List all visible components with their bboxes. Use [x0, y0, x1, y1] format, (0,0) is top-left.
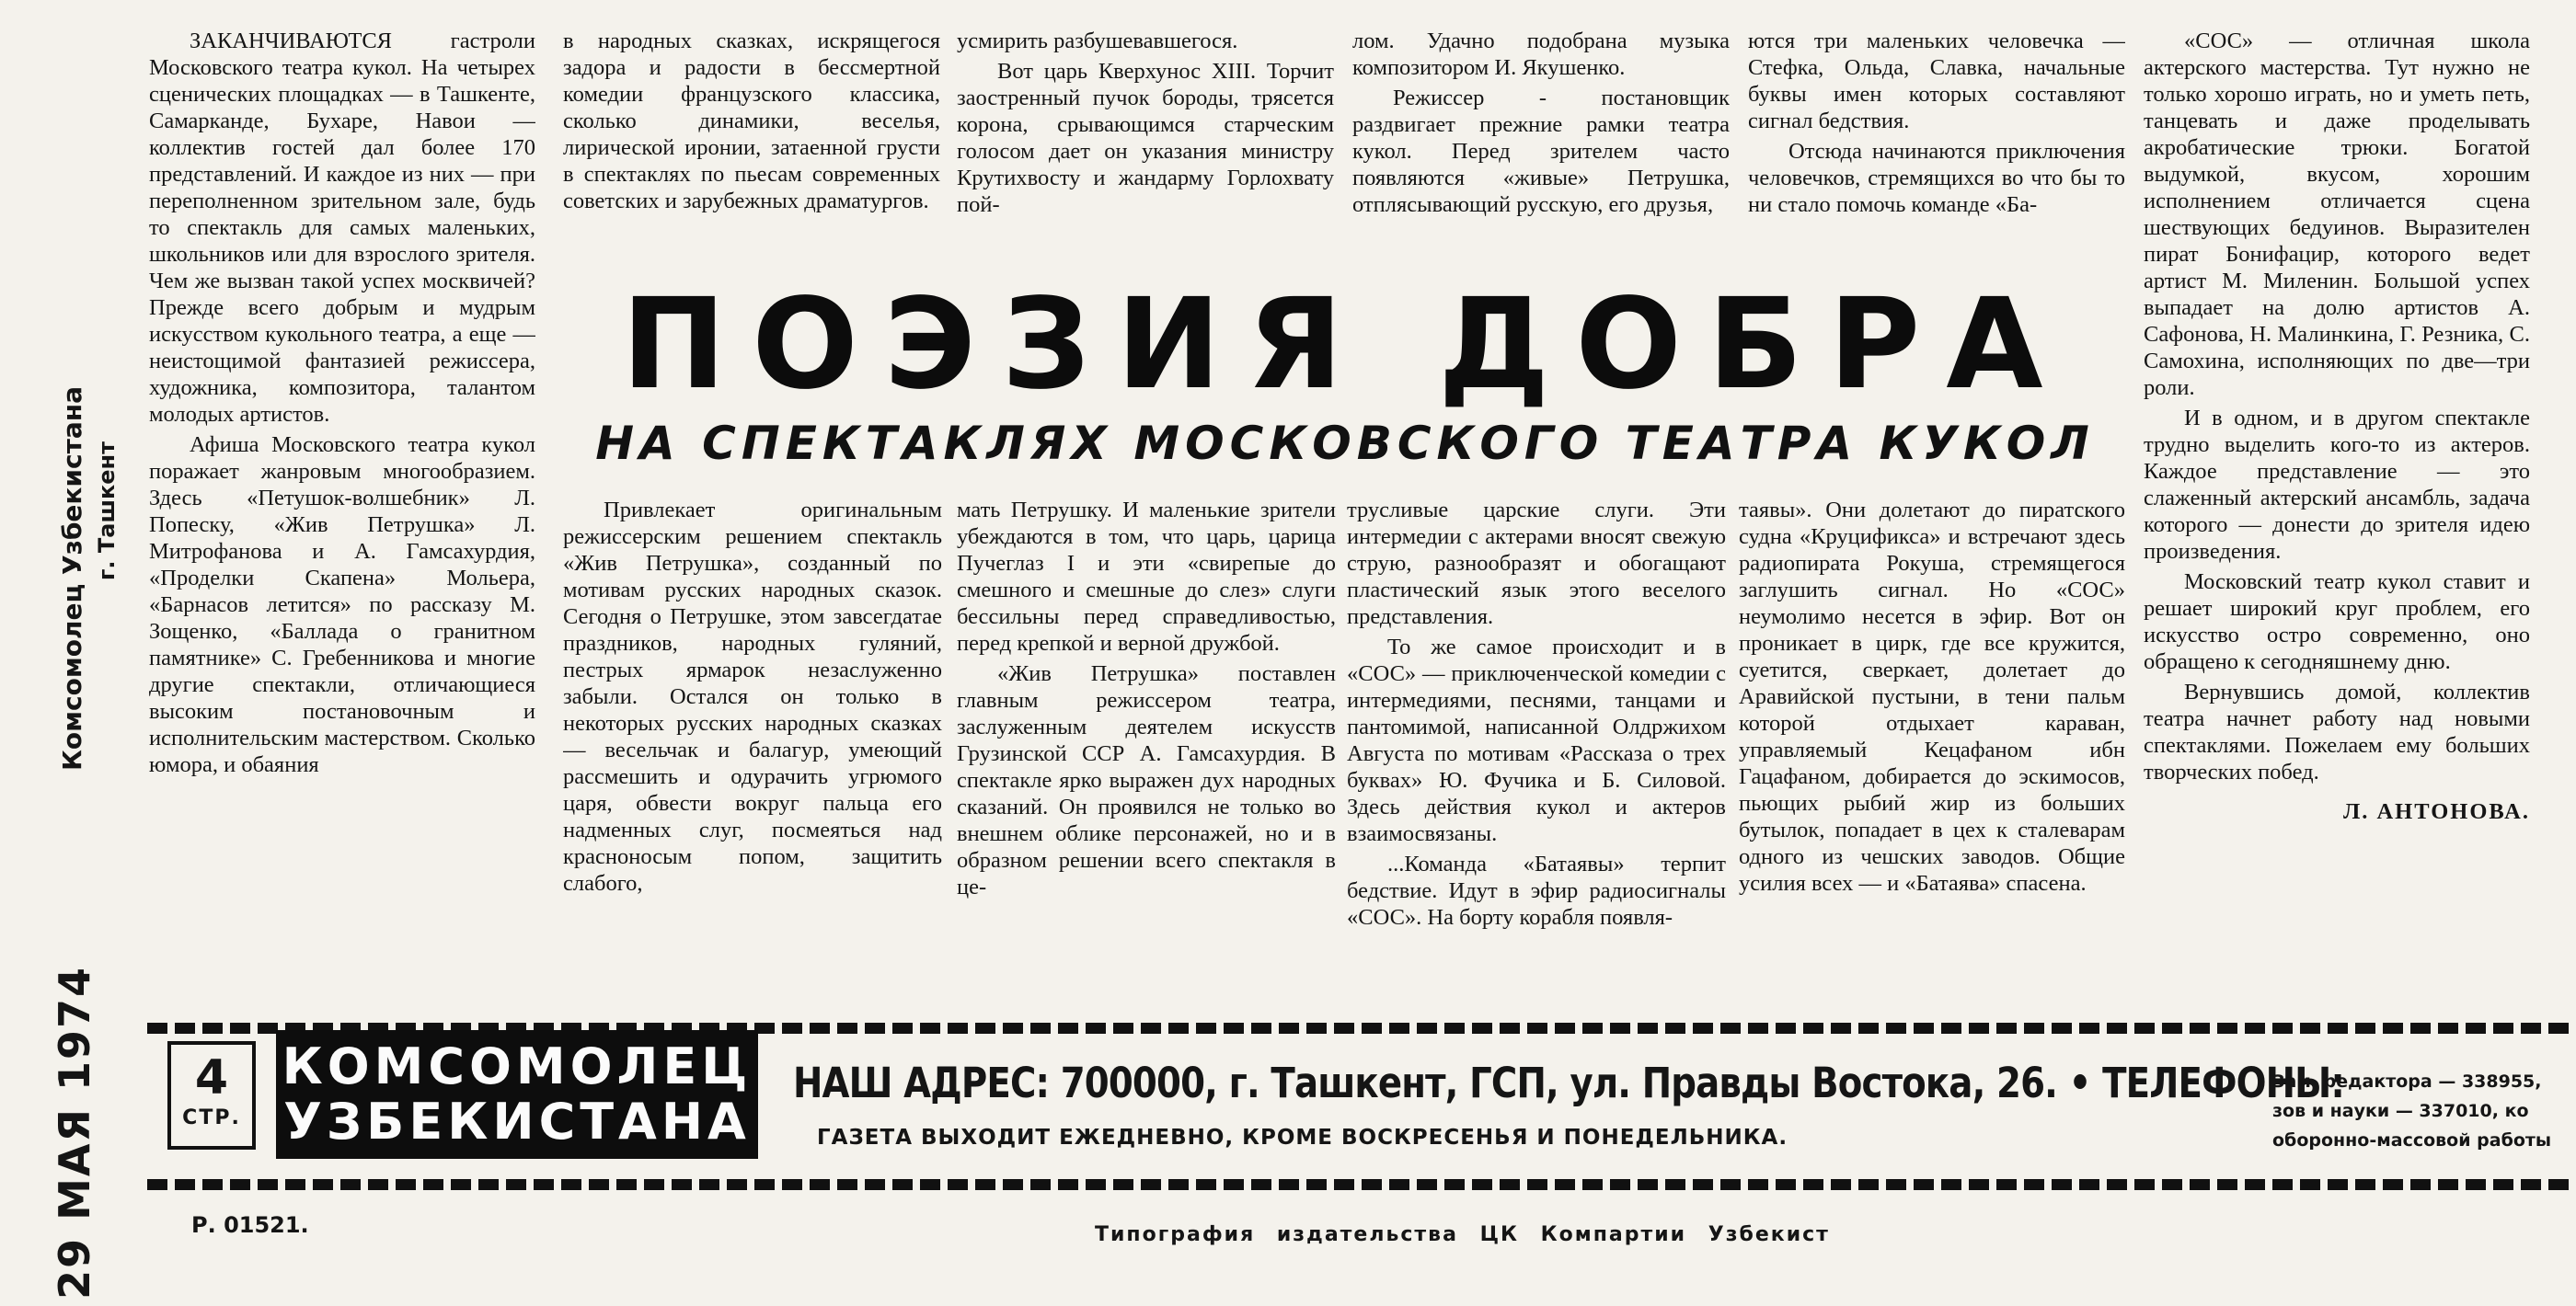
source-city: г. Ташкент [94, 441, 120, 581]
phone-line: оборонно-массовой работы [2272, 1130, 2552, 1151]
article-column-1 [149, 28, 535, 999]
paragraph: Вернувшись домой, коллектив театра начнет работу над новыми спектаклями. Пожелаем ему больших творческих побед. [2144, 680, 2530, 785]
article-column-5 [1748, 28, 2125, 258]
editorial-address: НАШ АДРЕС: 700000, г. Ташкент, ГСП, ул. Правды Востока, 26. • ТЕЛЕФОНЫ: [793, 1059, 2345, 1107]
masthead-line-2: УЗБЕКИСТАНА [283, 1093, 751, 1151]
paragraph: Отсюда начинаются приключения человечков, стремящихся во что бы то ни стало помочь команде «Ба- [1748, 139, 2125, 217]
publication-schedule: ГАЗЕТА ВЫХОДИТ ЕЖЕДНЕВНО, КРОМЕ ВОСКРЕСЕНЬЯ И ПОНЕДЕЛЬНИКА. [817, 1126, 1788, 1150]
page-number-box [167, 1041, 256, 1150]
date-stamp [37, 966, 120, 1300]
paragraph: в народных сказках, искрящегося задора и радости в бессмертной комедии французского классика, сколько динамики, веселья, лирической иронии, затаенной грусти в спектаклях по пьесам современных советских и зарубежных драматургов. [563, 29, 940, 213]
paragraph: «СОС» — отличная школа актерского мастерства. Тут нужно не только хорошо играть, но и уметь петь, танцевать и даже проделывать акробатические трюки. Богатой выдумкой, вкусом, хорошим исполнением отличается сцена шествующих бедуинов. Выразителен пират Бонифацир, которого ведет артист М. Миленин. Большой успех выпадает на долю артистов А. Сафонова, Н. Малинкина, Г. Резника, С. Самохина, исполняющих по две—три роли. [2144, 29, 2530, 400]
paragraph: ЗАКАНЧИВАЮТСЯ гастроли Московского театра кукол. На четырех сценических площадках — в Ташкенте, Самарканде, Бухаре, Навои — коллектив гостей дал более 170 представлений. И каждое из них — при переполненном зрительном зале, будь то спектакль для самых маленьких, школьников или для взрослого зрителя. Чем же вызван такой успех москвичей? Прежде всего добрым и мудрым искусством кукольного театра, а еще — неистощимой фантазией режиссера, художника, композитора, талантом молодых артистов. [149, 29, 535, 427]
article-column-7 [563, 497, 942, 999]
article-subheadline: НА СПЕКТАКЛЯХ МОСКОВСКОГО ТЕАТРА КУКОЛ [595, 417, 2095, 470]
phone-line: зов и науки — 337010, ко [2272, 1101, 2529, 1121]
article-column-2 [563, 28, 940, 258]
dashed-rule-bottom [147, 1179, 2576, 1190]
paragraph: И в одном, и в другом спектакле трудно выделить кого-то из актеров. Каждое представление — это слаженный актерский ансамбль, задача которого — донести до зрителя идею произведения. [2144, 406, 2530, 564]
article-column-6 [2144, 28, 2530, 1021]
paragraph: ются три маленьких человечка — Стефка, Ольда, Славка, начальные буквы имен которых составляют сигнал бедствия. [1748, 29, 2125, 133]
source-newspaper: Комсомолец Узбекистана [57, 386, 87, 771]
paragraph: таявы». Они долетают до пиратского судна «Круцификса» и встречают здесь радиопирата Рокуша, стремящегося заглушить сигнал. Но «СОС» неумолимо несется в эфир. Вот он проникает в цирк, где все кружится, суетится, сверкает, долетает до Аравийской пустыни, в тени пальм которой отдыхает караван, управляемый Кецафаном ибн Гацафаном, добирается до эскимосов, пьющих рыбий жир из больших бутылок, попадает в цех к сталеварам одного из чешских заводов. Общие усилия всех — и «Батаява» спасена. [1739, 498, 2125, 896]
printer-credit: Типография издательства ЦК Компартии Узбекист [1095, 1223, 1830, 1246]
registration-number: Р. 01521. [191, 1212, 309, 1238]
paragraph: усмирить разбушевавшегося. [957, 29, 1238, 53]
masthead-line-1: КОМСОМОЛЕЦ [282, 1037, 753, 1095]
paragraph: ...Команда «Батаявы» терпит бедствие. Идут в эфир радиосигналы «СОС». На борту корабля появля- [1347, 852, 1726, 930]
phone-list [2272, 1067, 2576, 1155]
paragraph: трусливые царские слуги. Эти интермедии с актерами вносят свежую струю, разнообразят и обогащают пластический язык этого веселого представления. [1347, 498, 1726, 629]
paragraph: Привлекает оригинальным режиссерским решением спектакль «Жив Петрушка», созданный по мотивам русских народных сказок. Сегодня о Петрушке, этом завсегдатае праздников, народных гуляний, пестрых ярмарок незаслуженно забыли. Остался он только в некоторых русских народных сказках — весельчак и балагур, умеющий рассмешить и одурачить угрюмого царя, обвести вокруг пальца его надменных слуг, посмеяться над красноносым попом, защитить слабого, [563, 498, 942, 896]
paragraph: Режиссер - постановщик раздвигает прежние рамки театра кукол. Перед зрителем часто появляются «живые» Петрушка, отплясывающий русскую, его друзья, [1352, 86, 1730, 217]
paragraph: лом. Удачно подобрана музыка композитором И. Якушенко. [1352, 29, 1730, 80]
article-column-4 [1352, 28, 1730, 258]
article-headline: ПОЭЗИЯ ДОБРА [621, 272, 2069, 418]
paragraph: Афиша Московского театра кукол поражает жанровым многообразием. Здесь «Петушок-волшебник» Л. Попеску, «Жив Петрушка» Л. Митрофанова и А. Гамсахурдия, «Проделки Скапена» Мольера, «Барнасов летится» по рассказу М. Зощенко, «Баллада о гранитном памятнике» С. Гребенникова и многие другие спектакли, отличающиеся высоким постановочным и исполнительским мастерством. Сколько юмора, и обаяния [149, 432, 535, 777]
page-number: 4 [194, 1050, 229, 1106]
paragraph: То же самое происходит и в «СОС» — приключенческой комедии с интермедиями, песнями, танцами и пантомимой, написанной Олдржихом Августа по мотивам «Рассказа о трех буквах» Ю. Фучика и Б. Силовой. Здесь действия кукол и актеров взаимосвязаны. [1347, 635, 1726, 846]
page-label: СТР. [182, 1106, 241, 1129]
paragraph: Московский театр кукол ставит и решает широкий круг проблем, его искусство остро современно, оно обращено к сегодняшнему дню. [2144, 569, 2530, 674]
date-stamp-text: 29 МАЯ 1974 [50, 966, 99, 1300]
phone-line: Зам. редактора — 338955, [2272, 1071, 2542, 1092]
paragraph: «Жив Петрушка» поставлен главным режиссером театра, заслуженным деятелем искусств Грузинской ССР А. Гамсахурдия. В спектакле ярко выражен дух народных сказаний. Он проявился не только во внешнем облике персонажей, но и в образном решении всего спектакля в це- [957, 661, 1336, 899]
source-label [55, 386, 120, 773]
author-signature: Л. АНТОНОВА. [2342, 799, 2530, 824]
paragraph: мать Петрушку. И маленькие зрители убеждаются в том, что царь, царица Пучеглаз I и эти «свирепые до смешного и смешные до слез» слуги бессильны перед справедливостью, перед крепкой и верной дружбой. [957, 498, 1336, 656]
paragraph: Вот царь Кверхунос XIII. Торчит заостренный пучок бороды, трясется корона, срывающимся старческим голосом дает он указания министру Крутихвосту и жандарму Горлохвату пой- [957, 59, 1334, 217]
article-column-9 [1347, 497, 1726, 999]
article-column-8 [957, 497, 1336, 999]
article-column-3 [957, 28, 1334, 258]
article-column-10 [1739, 497, 2125, 999]
newspaper-masthead [276, 1030, 758, 1159]
